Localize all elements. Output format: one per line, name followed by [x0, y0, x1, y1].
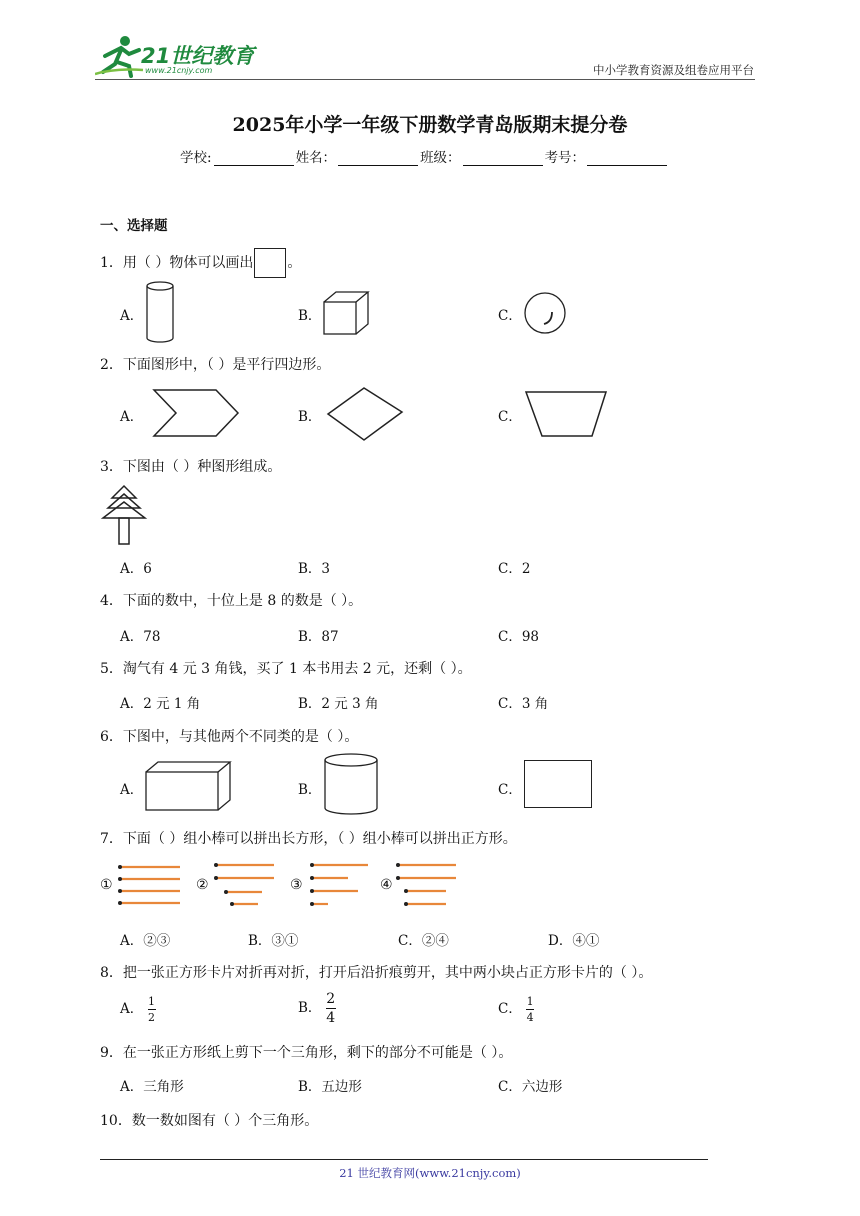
stick-group-3	[308, 860, 374, 908]
q9-option-a[interactable]: A．三角形	[120, 1079, 184, 1095]
q3-option-c[interactable]: C．2	[498, 561, 531, 577]
class-blank[interactable]	[463, 151, 543, 166]
question-7: 7．下面（ ）组小棒可以拼出长方形，（ ）组小棒可以拼出正方形。	[100, 831, 517, 847]
logo-runner-icon	[95, 34, 145, 78]
q2-option-b[interactable]: B．	[298, 409, 322, 425]
question-1	[100, 248, 301, 278]
q7-option-d[interactable]: D．④①	[548, 933, 600, 949]
logo-text: 21世纪教育	[141, 44, 255, 68]
q2-option-c[interactable]: C．	[498, 409, 522, 425]
footer-text[interactable]: 21 世纪教育网(www.21cnjy.com)	[339, 1166, 521, 1180]
q3-option-b[interactable]: B．3	[298, 561, 331, 577]
fraction-one-fourth: $\frac{1}{4}$	[526, 995, 534, 1024]
q6-option-b[interactable]: B．	[298, 782, 322, 798]
q3-option-a[interactable]: A．6	[120, 561, 152, 577]
exam-no-label: 考号：	[544, 150, 586, 166]
logo	[95, 34, 265, 78]
name-blank[interactable]	[338, 151, 418, 166]
q9-option-c[interactable]: C．六边形	[498, 1079, 563, 1095]
q9-option-b[interactable]: B．五边形	[298, 1079, 362, 1095]
q8-option-a[interactable]: A． $\frac{1}{2}$	[120, 995, 156, 1024]
q7-option-b[interactable]: B．③①	[248, 933, 299, 949]
stick-group-3-label: ③	[290, 877, 303, 893]
square-icon	[524, 760, 592, 808]
question-3: 3．下图由（ ）种图形组成。	[100, 459, 282, 475]
q4-option-a[interactable]: A．78	[120, 629, 161, 645]
cylinder-icon	[144, 280, 176, 344]
q6-option-c[interactable]: C．	[498, 782, 522, 798]
question-8: 8．把一张正方形卡片对折再对折，打开后沿折痕剪开，其中两小块占正方形卡片的（ ）。	[100, 965, 653, 981]
q8-option-b[interactable]: B． $\frac{2}{4}$	[298, 991, 336, 1026]
section-title: 一、选择题	[100, 218, 168, 234]
page-title: 2025年小学一年级下册数学青岛版期末提分卷	[232, 114, 628, 136]
question-4: 4．下面的数中，十位上是 8 的数是（ ）。	[100, 593, 363, 609]
footer-divider	[100, 1159, 708, 1160]
q5-option-b[interactable]: B．2 元 3 角	[298, 696, 379, 712]
cylinder-icon	[322, 752, 380, 818]
question-6: 6．下图中，与其他两个不同类的是（ ）。	[100, 729, 359, 745]
question-5: 5．淘气有 4 元 3 角钱，买了 1 本书用去 2 元，还剩（ ）。	[100, 661, 472, 677]
school-label: 学校:	[180, 150, 212, 166]
q1-option-b[interactable]: B．	[298, 308, 322, 324]
school-blank[interactable]	[214, 151, 294, 166]
rhombus-icon	[326, 386, 404, 442]
stick-group-1-label: ①	[100, 877, 113, 893]
q8-option-c[interactable]: C． $\frac{1}{4}$	[498, 995, 534, 1024]
q6-option-a[interactable]: A．	[120, 782, 144, 798]
exam-no-blank[interactable]	[587, 151, 667, 166]
stick-group-1	[116, 862, 182, 908]
stick-group-2-label: ②	[196, 877, 209, 893]
student-info	[180, 146, 669, 166]
square-figure	[254, 248, 286, 278]
trapezoid-icon	[524, 388, 608, 440]
q2-option-a[interactable]: A．	[120, 409, 144, 425]
q7-option-a[interactable]: A．②③	[120, 933, 171, 949]
stick-group-4	[394, 860, 460, 908]
question-2: 2．下面图形中，（ ）是平行四边形。	[100, 357, 331, 373]
q4-option-c[interactable]: C．98	[498, 629, 540, 645]
fraction-one-half: $\frac{1}{2}$	[148, 995, 156, 1024]
tree-figure-icon	[100, 484, 148, 546]
stick-group-4-label: ④	[380, 877, 393, 893]
question-9: 9．在一张正方形纸上剪下一个三角形，剩下的部分不可能是（ ）。	[100, 1045, 513, 1061]
sphere-icon	[522, 290, 568, 336]
name-label: 姓名：	[295, 150, 337, 166]
fraction-two-fourths: $\frac{2}{4}$	[326, 991, 336, 1026]
q1-option-a[interactable]: A．	[120, 308, 144, 324]
header-right-text: 中小学教育资源及组卷应用平台	[593, 63, 754, 77]
q1-stem-end: 。	[287, 255, 302, 271]
chevron-shape-icon	[150, 386, 242, 440]
q4-option-b[interactable]: B．87	[298, 629, 339, 645]
q5-option-c[interactable]: C．3 角	[498, 696, 549, 712]
q1-option-c[interactable]: C．	[498, 308, 522, 324]
class-label: 班级：	[420, 150, 461, 166]
cuboid-icon	[144, 760, 234, 812]
header-divider	[95, 79, 755, 80]
q7-option-c[interactable]: C．②④	[398, 933, 449, 949]
logo-url: www.21cnjy.com	[145, 66, 213, 75]
q1-stem: 1．用（ ）物体可以画出	[100, 255, 254, 271]
q5-option-a[interactable]: A．2 元 1 角	[120, 696, 201, 712]
question-10: 10．数一数如图有（ ）个三角形。	[100, 1113, 319, 1129]
stick-group-2	[212, 860, 278, 908]
cube-icon	[322, 290, 370, 336]
